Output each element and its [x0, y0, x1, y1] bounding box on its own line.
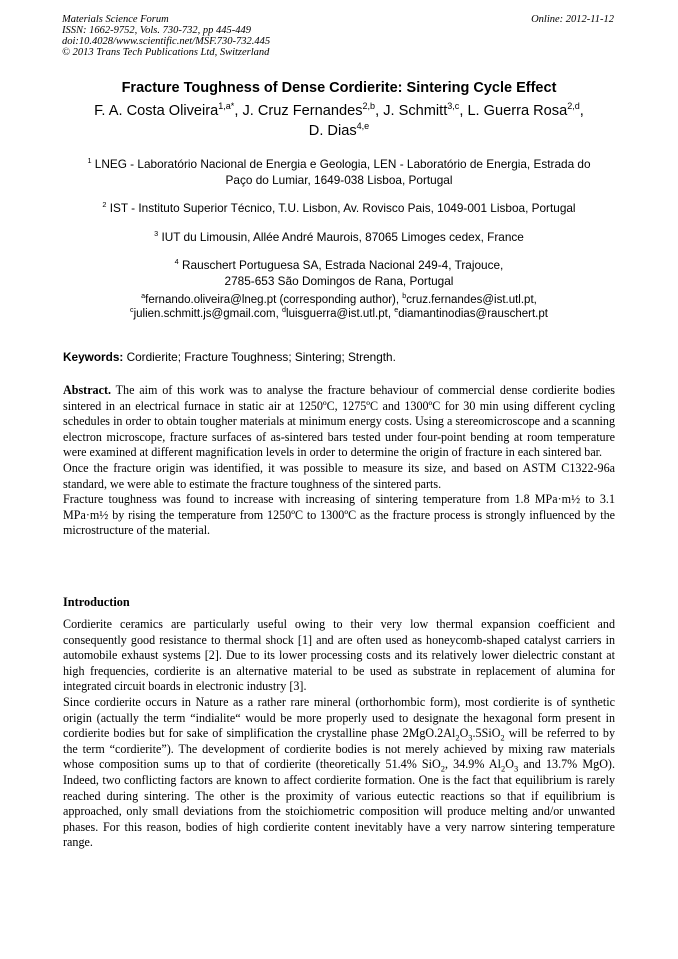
affiliation-number: 2: [102, 200, 107, 210]
intro-paragraph: Since cordierite occurs in Nature as a rather rare mineral (orthorhombic form), most cordierite is of synthetic origin (actually the term “indialite“ would be more properly used to designate the hexagonal form present in cordierite bodies but for sake of simplification the crystalline phase $2MgO.2Al_2O_3.5SiO_2$ will be referred to by the term “cordierite”). The development of cordierite bodies is not merely achieved by mixing raw materials whose composition sums up to that of cordierite (theoretically 51.4% SiO$_2$, 34.9% $Al_2O_3$ and 13.7% MgO). Indeed, two conflicting factors are known to affect cordierite formation. One is the fact that equilibrium is rarely reached during sintering. The other is the proximity of various eutectic reactions so that if equilibrium is approached, only small deviations from the stoichiometric composition will produce melting and/or unwanted phases. For this reason, bodies of high cordierite content inevitably have a very narrow sintering temperature range.: [63, 694, 615, 850]
author-name: J. Cruz Fernandes: [242, 103, 363, 119]
affiliation-1: [40, 156, 638, 188]
affiliation-line: IUT du Limousin, Allée André Maurois, 87065 Limoges cedex, France: [161, 230, 524, 244]
affiliation-line: Rauschert Portuguesa SA, Estrada Nacional 249-4, Trajouce,: [182, 258, 504, 272]
keywords-line: [63, 350, 615, 364]
author-affiliation-mark: 1,a*: [218, 101, 235, 112]
affiliation-line: Paço do Lumiar, 1649-038 Lisboa, Portugal: [225, 173, 453, 187]
affiliation-4: [40, 257, 638, 289]
abstract-section: [63, 383, 615, 539]
online-date: Online: 2012-11-12: [531, 14, 614, 25]
author-emails: $^a$fernando.oliveira@lneg.pt (corresponding author), $^b$cruz.fernandes@ist.utl.pt, $^c$julien.schmitt.js@gmail.com, $^d$luisguerra@ist.utl.pt, $^e$diamantinodias@rauschert.pt: [130, 292, 548, 320]
keywords-label: Keywords:: [63, 350, 124, 364]
email-d: luisguerra@ist.utl.pt,: [286, 308, 392, 320]
copyright-line: © 2013 Trans Tech Publications Ltd, Switzerland: [62, 47, 270, 58]
author-name: L. Guerra Rosa: [467, 103, 568, 119]
abstract-paragraph: Fracture toughness was found to increase with increasing of sintering temperature from 1.8 MPa·m½ to 3.1 MPa·m½ by rising the temperature from 1250ºC to 1300ºC as the fracture process is strongly influenced by the microstructure of the material.: [63, 492, 615, 538]
affiliation-number: 1: [87, 156, 92, 166]
introduction-section: [63, 617, 615, 851]
email-e: diamantinodias@rauschert.pt: [398, 308, 548, 320]
introduction-heading: Introduction: [63, 595, 130, 609]
affiliation-line: LNEG - Laboratório Nacional de Energia e Geologia, LEN - Laboratório de Energia, Estrada do: [94, 157, 591, 171]
doi-line: doi:10.4028/www.scientific.net/MSF.730-732.445: [62, 36, 271, 47]
issn-line: ISSN: 1662-9752, Vols. 730-732, pp 445-449: [62, 25, 251, 36]
affiliation-line: 2785-653 São Domingos de Rana, Portugal: [224, 274, 454, 288]
affiliation-2: [40, 200, 638, 216]
author-name: D. Dias: [308, 123, 357, 139]
email-c: julien.schmitt.js@gmail.com,: [133, 308, 279, 320]
author-affiliation-mark: 4,e: [356, 121, 370, 132]
author-name: J. Schmitt: [383, 103, 448, 119]
journal-name: Materials Science Forum: [62, 14, 169, 25]
keywords-text: Cordierite; Fracture Toughness; Sintering; Strength.: [126, 350, 396, 364]
author-affiliation-mark: 3,c: [447, 101, 460, 112]
author-list: F. A. Costa Oliveira$^{1,a*}$, J. Cruz Fernandes$^{2,b}$, J. Schmitt$^{3,c}$, L. Guerra Rosa$^{2,d}$, D. Dias$^{4,e}$: [94, 101, 584, 139]
affiliation-3: [40, 229, 638, 245]
abstract-paragraph: Abstract. The aim of this work was to analyse the fracture behaviour of commercial dense cordierite bodies sintered in an electrical furnace in static air at 1250ºC, 1275ºC and 1300ºC for 30 min using different cycling schedules in order to obtain tougher materials at minimum energy costs. Using a stereomicroscope and a scanning electron microscope, fracture surfaces of as-sintered bars tested under four-point bending at room temperature were examined at different magnification levels in order to determine the origin of fracture in each sintered bar.: [63, 383, 615, 460]
affiliation-number: 4: [174, 257, 179, 267]
paper-title: Fracture Toughness of Dense Cordierite: Sintering Cycle Effect: [121, 80, 557, 96]
affiliation-line: IST - Instituto Superior Técnico, T.U. Lisbon, Av. Rovisco Pais, 1049-001 Lisboa, Portugal: [109, 201, 576, 215]
intro-paragraph: Cordierite ceramics are particularly useful owing to their very low thermal expansion coefficient and consequently good resistance to thermal shock [1] and are often used as honeycomb-shaped catalyst carriers in automobile exhaust systems [2]. Due to its lower processing costs and its relatively lower dielectric constant at high frequencies, cordierite is an alternative material to be used as substrate in replacement of alumina for integrated circuit boards in electronic industry [3].: [63, 617, 615, 694]
email-a: fernando.oliveira@lneg.pt (corresponding author),: [145, 294, 400, 306]
journal-header: [62, 14, 270, 58]
affiliation-number: 3: [154, 229, 159, 239]
author-affiliation-mark: 2,b: [362, 101, 376, 112]
abstract-label: Abstract.: [63, 383, 112, 397]
abstract-paragraph: Once the fracture origin was identified, it was possible to measure its size, and based on ASTM C1322-96a standard, we were able to estimate the fracture toughness of the sintered parts.: [63, 460, 615, 491]
email-b: cruz.fernandes@ist.utl.pt,: [406, 294, 537, 306]
author-name: F. A. Costa Oliveira: [94, 103, 219, 119]
author-affiliation-mark: 2,d: [567, 101, 580, 112]
